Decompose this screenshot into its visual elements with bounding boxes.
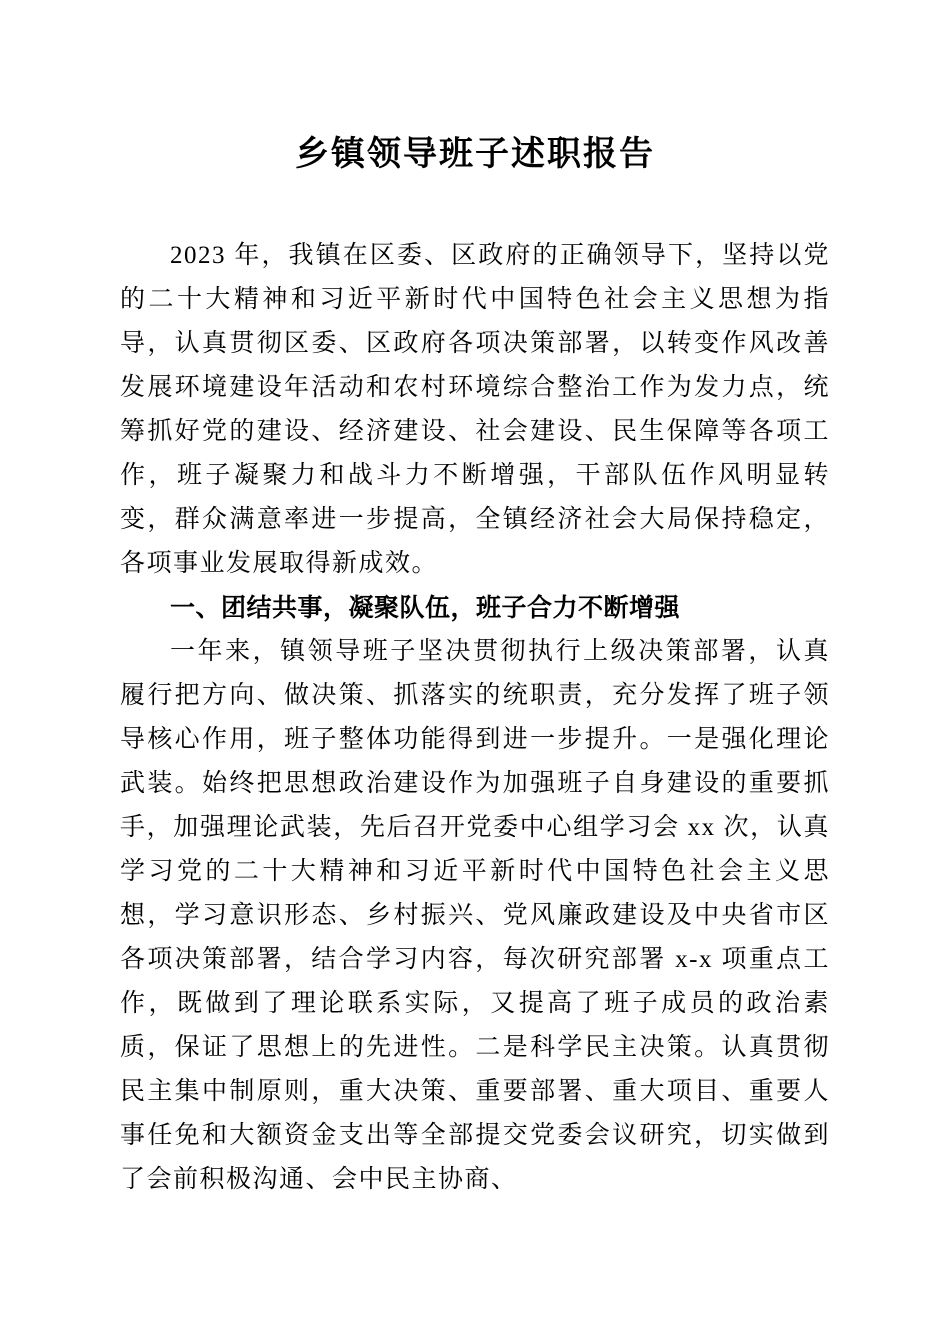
document-body xyxy=(120,234,830,1202)
section-heading: 一、团结共事，凝聚队伍，班子合力不断增强 xyxy=(170,594,681,622)
paragraph: 一年来，镇领导班子坚决贯彻执行上级决策部署，认真履行把方向、做决策、抓落实的统职责，充分发挥了班子领导核心作用，班子整体功能得到进一步提升。一是强化理论武装。始终把思想政治建设作为加强班子自身建设的重要抓手，加强理论武装，先后召开党委中心组学习会 xx 次，认真学习党的二十大精神和习近平新时代中国特色社会主义思想，学习意识形态、乡村振兴、党风廉政建设及中央省市区各项决策部署，结合学习内容，每次研究部署 x-x 项重点工作，既做到了理论联系实际，又提高了班子成员的政治素质，保证了思想上的先进性。二是科学民主决策。认真贯彻民主集中制原则，重大决策、重要部署、重大项目、重要人事任免和大额资金支出等全部提交党委会议研究，切实做到了会前积极沟通、会中民主协商、 xyxy=(120,638,830,1193)
document-title: 乡镇领导班子述职报告 xyxy=(295,135,655,173)
paragraph: 2023 年，我镇在区委、区政府的正确领导下，坚持以党的二十大精神和习近平新时代中国特色社会主义思想为指导，认真贯彻区委、区政府各项决策部署，以转变作风改善发展环境建设年活动和农村环境综合整治工作为发力点，统筹抓好党的建设、经济建设、社会建设、民生保障等各项工作，班子凝聚力和战斗力不断增强，干部队伍作风明显转变，群众满意率进一步提高，全镇经济社会大局保持稳定，各项事业发展取得新成效。 xyxy=(120,242,830,577)
